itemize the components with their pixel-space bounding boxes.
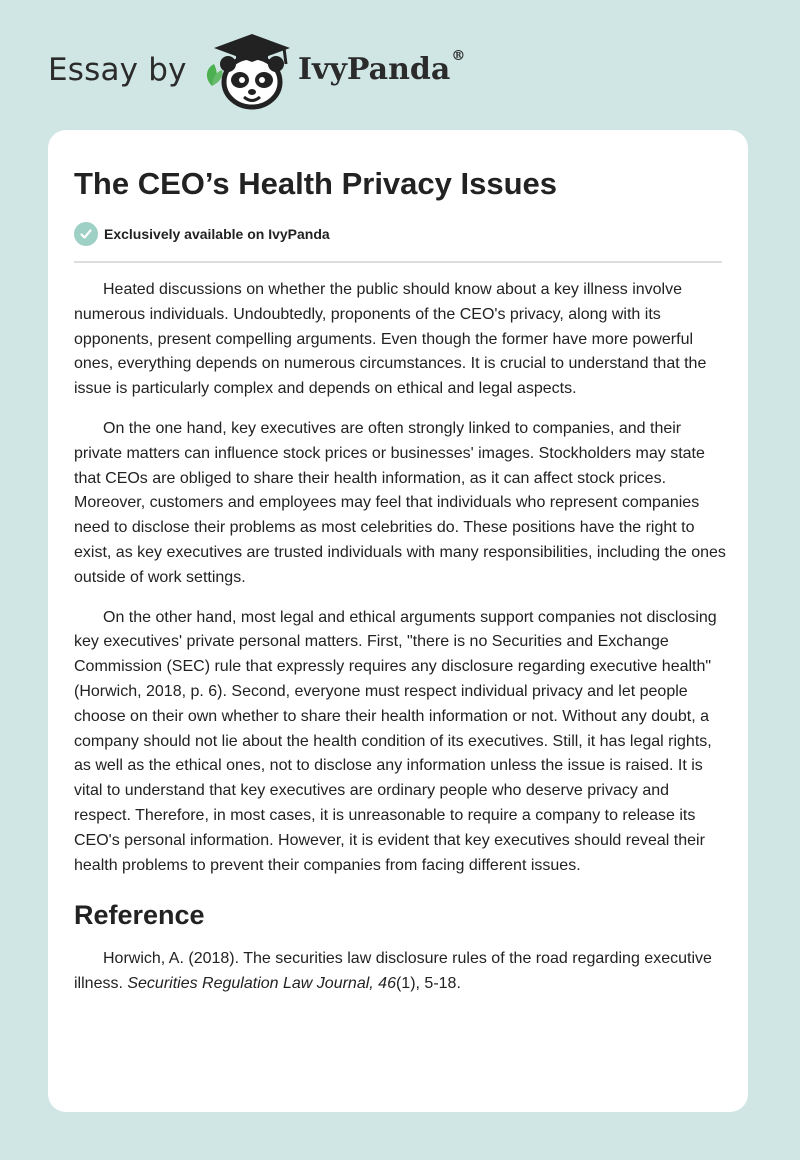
brand-name-text: IvyPanda xyxy=(298,52,451,87)
exclusive-badge xyxy=(74,221,330,247)
brand-name[interactable] xyxy=(298,48,466,87)
essay-card xyxy=(48,130,748,1112)
body-paragraph-1: Heated discussions on whether the public should know about a key illness involve numerous individuals. Undoubtedly, proponents of the CEO's privacy, along with its opponents, present compelling arguments. Even though the former have more powerful ones, everything depends on numerous circumstances. It is crucial to understand that the issue is particularly complex and depends on ethical and legal aspects. xyxy=(74,281,707,398)
check-circle-icon xyxy=(74,222,98,246)
reference-entry xyxy=(74,947,726,997)
reference-tail: (1), 5-18. xyxy=(395,975,461,993)
body-paragraph-3: On the other hand, most legal and ethical arguments support companies not disclosing key executives' private personal matters. First, "there is no Securities and Exchange Commission (SEC) rule that expressly requires any disclosure regarding executive health" (Horwich, 2018, p. 6). Second, everyone must respect individual privacy and let people choose on their own whether to share their health information or not. Without any doubt, a company should not lie about the health condition of its executives. Still, it has legal rights, as well as the ethical ones, not to disclose any information unless the issue is raised. It is vital to understand that key executives are ordinary people who deserve privacy and respect. Therefore, in most cases, it is unreasonable to require a company to release its CEO's personal information. However, it is evident that key executives should reveal their health problems to prevent their companies from facing different issues. xyxy=(74,608,717,874)
reference-lead: Horwich, A. (2018). The securities law disclosure rules of the road regarding executive illness. xyxy=(74,950,712,993)
registered-mark: ® xyxy=(451,48,466,64)
essay-title: The CEO’s Health Privacy Issues xyxy=(74,166,558,201)
body-paragraph-2: On the one hand, key executives are often strongly linked to companies, and their private matters can influence stock prices or businesses' images. Stockholders may state that CEOs are obliged to share their health information, as it can affect stock prices. Moreover, customers and employees may feel that individuals who represent companies need to disclose their problems as most celebrities do. These positions have the right to exist, as key executives are trusted individuals with many responsibilities, including the ones outside of work settings. xyxy=(74,419,726,586)
panda-graduate-logo-icon[interactable] xyxy=(200,34,296,110)
reference-journal: Securities Regulation Law Journal, 46 xyxy=(127,975,396,993)
reference-heading: Reference xyxy=(74,900,205,931)
brand-prefix: Essay by xyxy=(48,52,187,88)
divider xyxy=(74,261,722,263)
essay-body xyxy=(74,278,726,997)
site-header xyxy=(0,0,800,120)
exclusive-badge-label: Exclusively available on IvyPanda xyxy=(104,226,330,242)
